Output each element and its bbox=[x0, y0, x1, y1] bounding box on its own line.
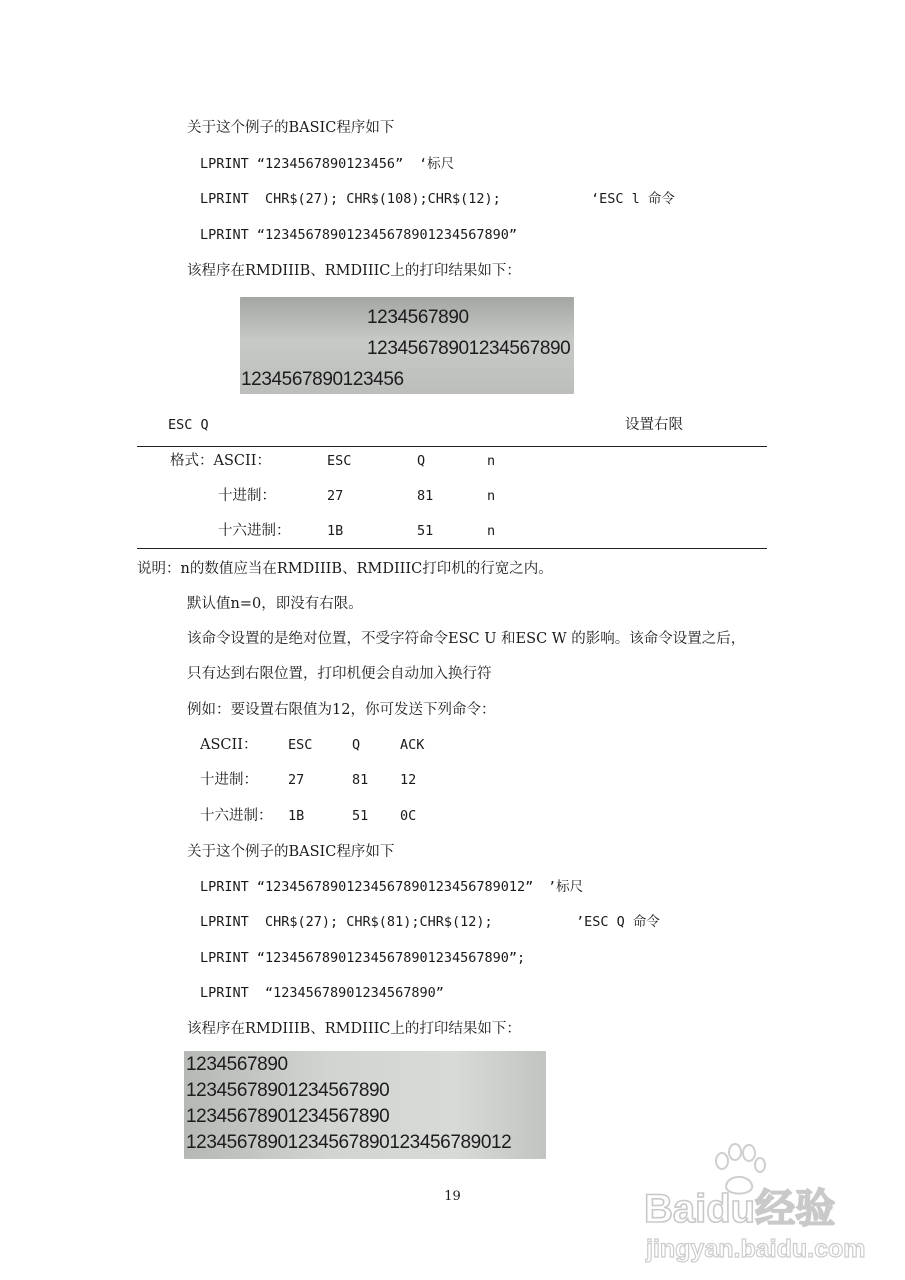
example-label: ASCII： bbox=[200, 737, 258, 753]
example-label: 十六进制： bbox=[200, 808, 273, 824]
printout-line: 12345678901234567890 bbox=[186, 1080, 390, 1101]
description-line: 说明：n的数值应当在RMDIIIB、RMDIIIC打印机的行宽之内。 bbox=[137, 561, 553, 577]
code-line: LPRINT “12345678901234567890” bbox=[200, 985, 444, 1001]
table-top-rule bbox=[137, 446, 767, 447]
printout-line: 1234567890 bbox=[367, 307, 469, 328]
code-line: LPRINT “123456789012345678901234567890” bbox=[200, 227, 517, 243]
example-cell: 12 bbox=[400, 772, 417, 788]
example-label: 十进制： bbox=[200, 772, 258, 788]
format-label: 十六进制： bbox=[218, 523, 291, 539]
code-comment: ’标尺 bbox=[548, 879, 584, 895]
printout-line: 12345678901234567890123456789012 bbox=[186, 1132, 512, 1153]
result-label: 该程序在RMDIIIB、RMDIIIC上的打印结果如下： bbox=[187, 263, 521, 279]
result-label: 该程序在RMDIIIB、RMDIIIC上的打印结果如下： bbox=[187, 1021, 521, 1037]
printout-line: 1234567890123456 bbox=[241, 369, 404, 390]
description-line: 该命令设置的是绝对位置，不受字符命令ESC U 和ESC W 的影响。该命令设置之后， bbox=[187, 631, 746, 647]
page-number: 19 bbox=[444, 1189, 461, 1204]
example-cell: ESC bbox=[288, 737, 313, 753]
baidu-jingyan-watermark bbox=[638, 1143, 898, 1275]
format-cell: 1B bbox=[327, 523, 344, 539]
example-cell: 1B bbox=[288, 808, 305, 824]
format-cell: 51 bbox=[417, 523, 434, 539]
printout-line: 12345678901234567890 bbox=[186, 1106, 390, 1127]
example-cell: 27 bbox=[288, 772, 305, 788]
code-line: LPRINT CHR$(27); CHR$(81);CHR$(12); bbox=[200, 914, 493, 930]
code-comment: ‘标尺 bbox=[419, 156, 455, 172]
format-cell: n bbox=[487, 523, 496, 539]
code-comment: ’ESC Q 命令 bbox=[576, 914, 660, 930]
example-cell: Q bbox=[352, 737, 361, 753]
description-line: 只有达到右限位置，打印机便会自动加入换行符 bbox=[187, 666, 492, 682]
example-cell: 51 bbox=[352, 808, 369, 824]
code-line: LPRINT “12345678901234567890123456789012” bbox=[200, 879, 534, 895]
code-line: LPRINT CHR$(27); CHR$(108);CHR$(12); bbox=[200, 191, 501, 207]
command-name: ESC Q bbox=[168, 417, 209, 433]
program-intro: 关于这个例子的BASIC程序如下 bbox=[187, 120, 395, 136]
watermark-logo: Baidu经验 bbox=[644, 1187, 836, 1231]
printout-photo bbox=[240, 297, 574, 394]
watermark-url: jingyan.baidu.com bbox=[646, 1235, 866, 1263]
format-cell: Q bbox=[417, 453, 426, 469]
format-cell: 27 bbox=[327, 488, 344, 504]
description-line: 默认值n=0，即没有右限。 bbox=[187, 596, 363, 612]
command-title: 设置右限 bbox=[625, 417, 683, 433]
program-intro: 关于这个例子的BASIC程序如下 bbox=[187, 844, 395, 860]
example-cell: 0C bbox=[400, 808, 417, 824]
code-comment: ‘ESC l 命令 bbox=[591, 191, 675, 207]
printout-line: 12345678901234567890 bbox=[367, 338, 571, 359]
code-line: LPRINT “123456789012345678901234567890”; bbox=[200, 950, 526, 966]
example-cell: 81 bbox=[352, 772, 369, 788]
format-cell: ESC bbox=[327, 453, 352, 469]
printout-photo bbox=[184, 1051, 546, 1159]
format-cell: 81 bbox=[417, 488, 434, 504]
code-line: LPRINT “1234567890123456” bbox=[200, 156, 404, 172]
format-cell: n bbox=[487, 488, 496, 504]
description-line: 例如：要设置右限值为12，你可发送下列命令： bbox=[187, 702, 496, 718]
format-label: 格式：ASCII： bbox=[170, 453, 271, 469]
example-cell: ACK bbox=[400, 737, 425, 753]
table-bottom-rule bbox=[137, 548, 767, 549]
printout-line: 1234567890 bbox=[186, 1054, 288, 1075]
format-label: 十进制： bbox=[218, 488, 276, 504]
format-cell: n bbox=[487, 453, 496, 469]
